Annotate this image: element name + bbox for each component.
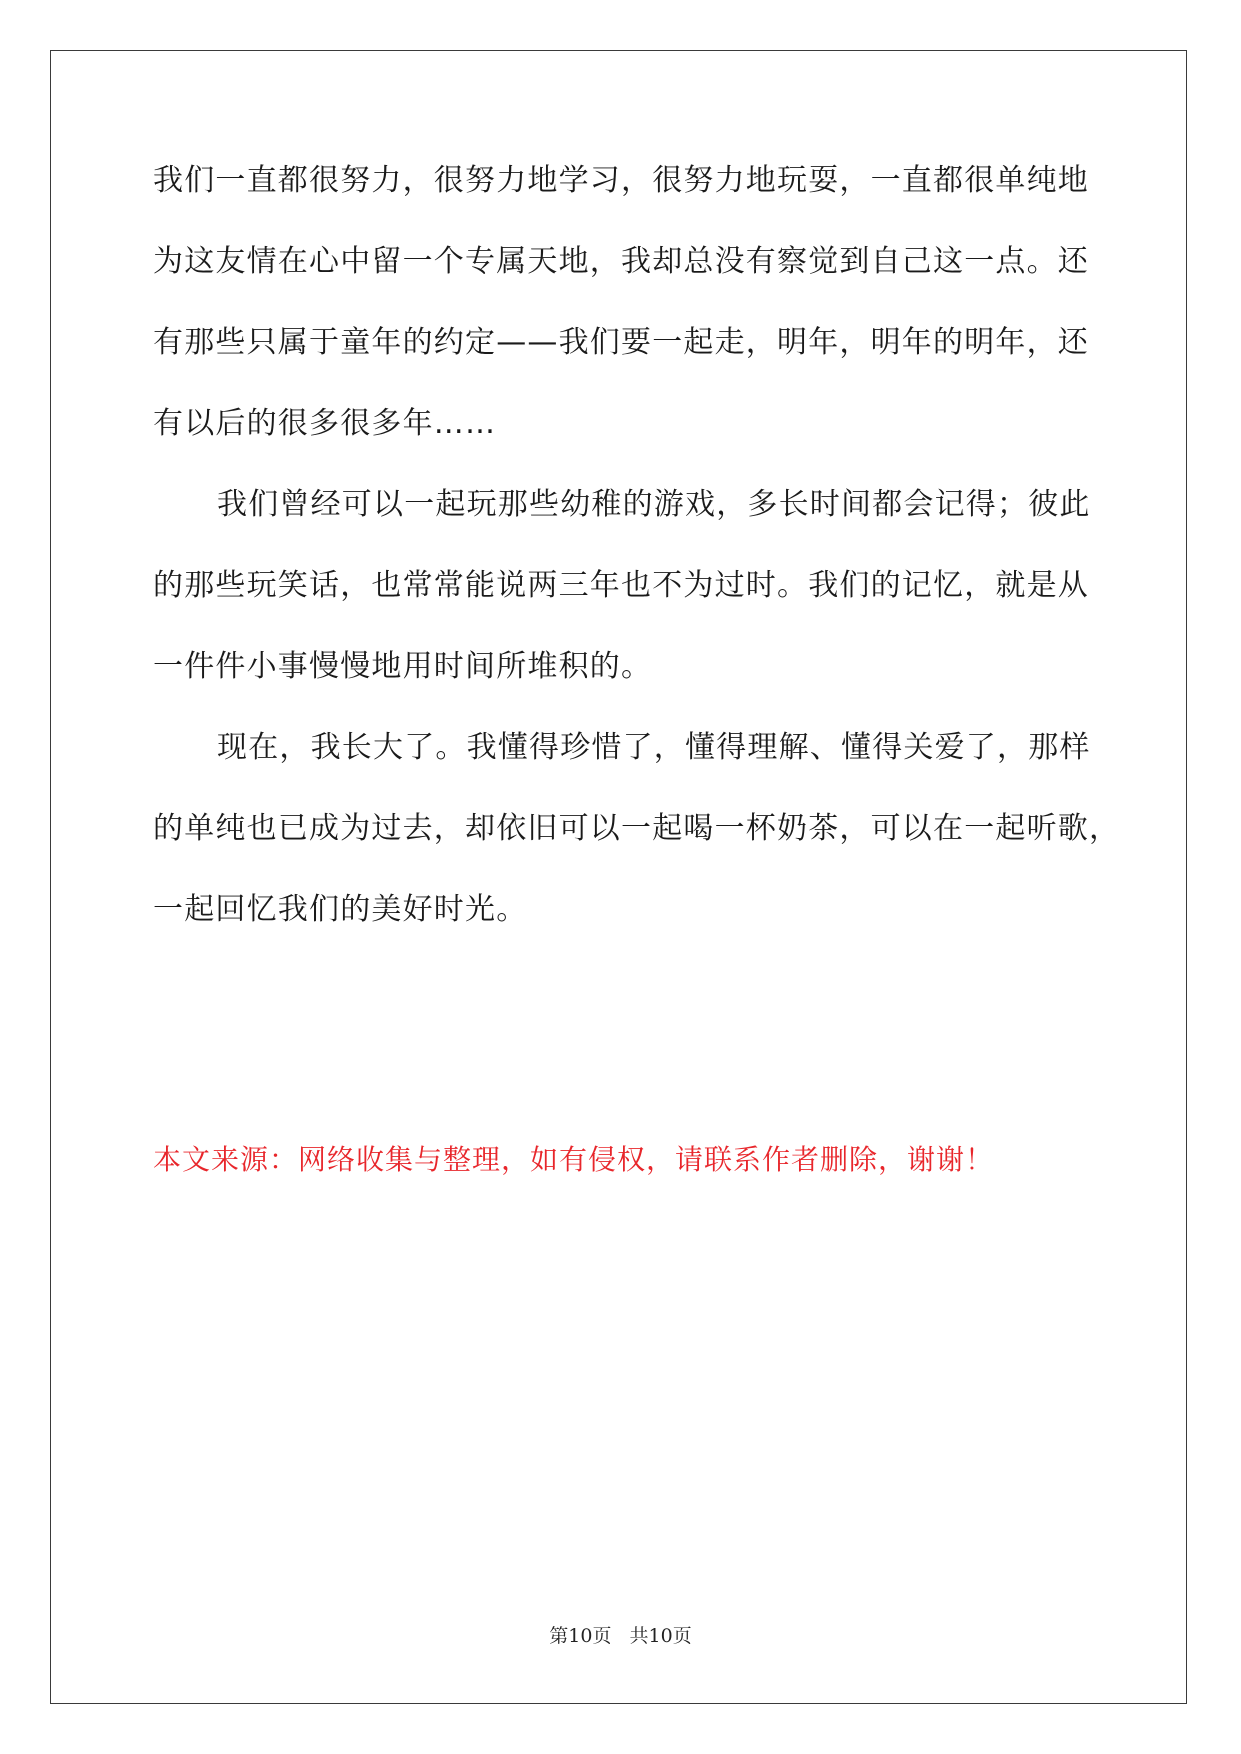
current-page-label: 第10页: [549, 1625, 612, 1647]
paragraph-line: 一件件小事慢慢地用时间所堆积的。: [153, 649, 653, 684]
paragraph-line: 为这友情在心中留一个专属天地，我却总没有察觉到自己这一点。还: [153, 244, 1089, 279]
document-body: [153, 163, 1121, 973]
paragraph-line: 一起回忆我们的美好时光。: [153, 892, 528, 927]
paragraph-line: 有以后的很多很多年……: [153, 406, 497, 441]
paragraph-line: 我们曾经可以一起玩那些幼稚的游戏，多长时间都会记得；彼此: [217, 487, 1091, 522]
paragraph-line: 有那些只属于童年的约定——我们要一起走，明年，明年的明年，还: [153, 325, 1089, 360]
paragraph-line: 的单纯也已成为过去，却依旧可以一起喝一杯奶茶，可以在一起听歌，: [153, 811, 1121, 846]
paragraph-line: 现在，我长大了。我懂得珍惜了，懂得理解、懂得关爱了，那样: [217, 730, 1091, 765]
page-footer: [0, 1621, 1241, 1648]
total-pages-label: 共10页: [629, 1625, 692, 1647]
paragraph-line: 我们一直都很努力，很努力地学习，很努力地玩耍，一直都很单纯地: [153, 163, 1089, 198]
source-disclaimer: 本文来源：网络收集与整理，如有侵权，请联系作者删除，谢谢！: [153, 1143, 995, 1176]
paragraph-line: 的那些玩笑话，也常常能说两三年也不为过时。我们的记忆，就是从: [153, 568, 1089, 603]
